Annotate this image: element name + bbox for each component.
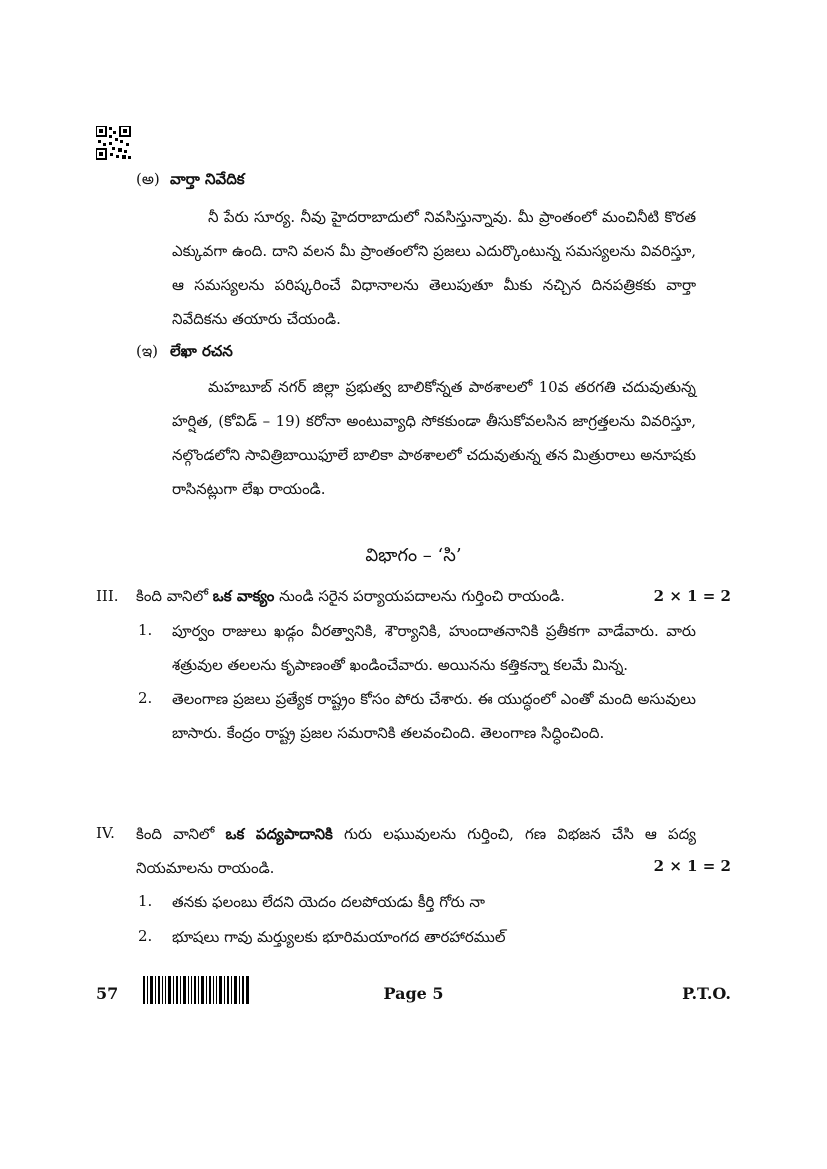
part-i-heading <box>136 342 233 364</box>
question-4-item-1-number: 1. <box>138 892 153 910</box>
question-3-text-bold: ఒక వాక్యం <box>212 587 275 605</box>
question-4-item-2-text: భూషలు గావు మర్త్యులకు భూరిమయాంగద తారహారముల్ <box>172 928 506 946</box>
question-3-item-1-text: పూర్వం రాజులు ఖడ్గం వీరత్వానికి, శౌర్యానికి, హుందాతనానికి ప్రతీకగా వాడేవారు. వారు శత్రువుల తలలను కృపాణంతో ఖండించేవారు. అయినను కత్తికన్నా కలమే మిన్న. <box>172 622 696 674</box>
question-4-marks: 2 × 1 = 2 <box>653 857 731 875</box>
question-3-item-2-number: 2. <box>138 689 153 707</box>
part-a-heading <box>136 170 245 192</box>
question-3-text <box>136 587 636 609</box>
part-a-label: (అ) <box>136 170 160 188</box>
question-3-text-pre: కింది వానిలో <box>136 587 213 605</box>
question-3-text-post: నుండి సరైన పర్యాయపదాలను గుర్తించి రాయండి. <box>274 587 565 605</box>
qr-code-icon <box>96 126 132 160</box>
question-4-text <box>136 817 696 885</box>
question-3-item-1-number: 1. <box>138 621 153 639</box>
question-3-item-2-text: తెలంగాణ ప్రజలు ప్రత్యేక రాష్ట్రం కోసం పోరు చేశారు. ఈ యుద్ధంలో ఎంతో మంది అసువులు బాసారు. కేంద్రం రాష్ట్ర ప్రజల సమరానికి తలవంచింది. తెలంగాణ సిద్ధించింది. <box>172 690 696 742</box>
question-3-marks: 2 × 1 = 2 <box>653 587 731 605</box>
section-c-title: విభాగం – ‘సి’ <box>365 545 462 566</box>
question-4-number: IV. <box>96 824 115 842</box>
part-a-title: వార్తా నివేదిక <box>170 170 245 188</box>
question-3-number: III. <box>96 587 119 605</box>
question-4-text-pre: కింది వానిలో <box>136 825 226 843</box>
part-i-text: మహబూబ్ నగర్ జిల్లా ప్రభుత్వ బాలికోన్నత పాఠశాలలో 10వ తరగతి చదువుతున్న హర్షిత, (కోవిడ్ – 19) కరోనా అంటువ్యాధి సోకకుండా తీసుకోవలసిన జాగ్రత్తలను వివరిస్తూ, నల్గొండలోని సావిత్రిబాయిఫూలే బాలికా పాఠశాలలో చదువుతున్న తన మిత్రురాలు అనూషకు రాసినట్లుగా లేఖ రాయండి. <box>172 378 696 498</box>
part-i-title: లేఖా రచన <box>170 342 233 360</box>
footer-page-number: Page 5 <box>383 984 444 1003</box>
footer-code: 57 <box>96 984 119 1003</box>
question-4-text-post: గురు లఘువులను గుర్తించి, గణ విభజన చేసి ఆ పద్య నియమాలను రాయండి. <box>136 825 696 877</box>
part-a-text: నీ పేరు సూర్య. నీవు హైదరాబాదులో నివసిస్తున్నావు. మీ ప్రాంతంలో మంచినీటి కొరత ఎక్కువగా ఉంది. దాని వలన మీ ప్రాంతంలోని ప్రజలు ఎదుర్కొంటున్న సమస్యలను వివరిస్తూ, ఆ సమస్యలను పరిష్కరించే విధానాలను తెలుపుతూ మీకు నచ్చిన దినపత్రికకు వార్తా నివేదికను తయారు చేయండి. <box>172 208 696 328</box>
part-i-paragraph <box>172 370 696 506</box>
question-4-item-2-number: 2. <box>138 927 153 945</box>
part-a-paragraph <box>172 200 696 336</box>
question-4-item-1-text: తనకు ఫలంబు లేదని యెదం దలపోయడు కీర్తి గోరు నా <box>172 893 486 911</box>
question-4-text-bold: ఒక పద్యపాదానికి <box>225 825 333 843</box>
part-i-label: (ఇ) <box>136 342 159 360</box>
footer-pto: P.T.O. <box>682 984 731 1003</box>
